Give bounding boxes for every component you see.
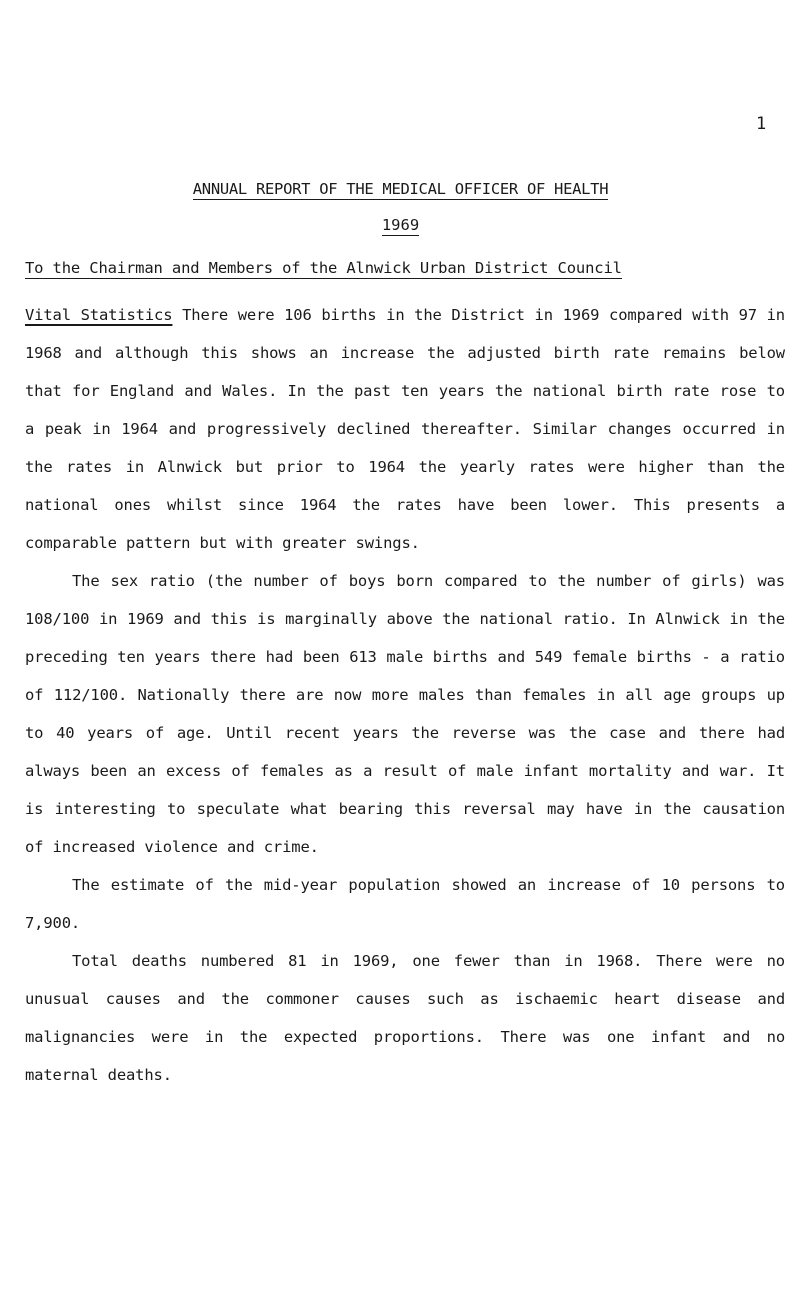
report-title: ANNUAL REPORT OF THE MEDICAL OFFICER OF HEALTH bbox=[192, 180, 609, 198]
paragraph-text: There were 106 births in the District in 1969 compared with 97 in 1968 and although this shows an increase the adjusted birth rate remains below that for England and Wales. In the past ten years the national birth rate rose to a peak in 1964 and progressively declined thereafter. Similar changes occurred in the rates in Alnwick but prior to 1964 the yearly rates were higher than the national ones whilst since 1964 the rates have been lower. This presents a comparable pattern but with greater swings. bbox=[25, 306, 785, 552]
report-year-block bbox=[0, 216, 801, 234]
addressee-line: To the Chairman and Members of the Alnwick Urban District Council bbox=[25, 259, 622, 277]
paragraph-vital-statistics bbox=[25, 296, 785, 562]
paragraph-deaths: Total deaths numbered 81 in 1969, one fewer than in 1968. There were no unusual causes and the commoner causes such as ischaemic heart disease and malignancies were in the expected proportions. There was one infant and no maternal deaths. bbox=[25, 952, 785, 1084]
paragraph-population: The estimate of the mid-year population showed an increase of 10 persons to 7,900. bbox=[25, 876, 785, 932]
report-body bbox=[25, 296, 785, 1094]
page-number: 1 bbox=[756, 114, 767, 134]
addressee-block bbox=[25, 259, 622, 277]
section-heading: Vital Statistics bbox=[25, 306, 173, 324]
report-year: 1969 bbox=[381, 216, 420, 234]
paragraph-sex-ratio: The sex ratio (the number of boys born compared to the number of girls) was 108/100 in 1969 and this is marginally above the national ratio. In Alnwick in the preceding ten years there had been 613 male births and 549 female births - a ratio of 112/100. Nationally there are now more males than females in all age groups up to 40 years of age. Until recent years the reverse was the case and there had always been an excess of females as a result of male infant mortality and war. It is interesting to speculate what bearing this reversal may have in the causation of increased violence and crime. bbox=[25, 572, 785, 856]
report-title-block bbox=[0, 180, 801, 198]
